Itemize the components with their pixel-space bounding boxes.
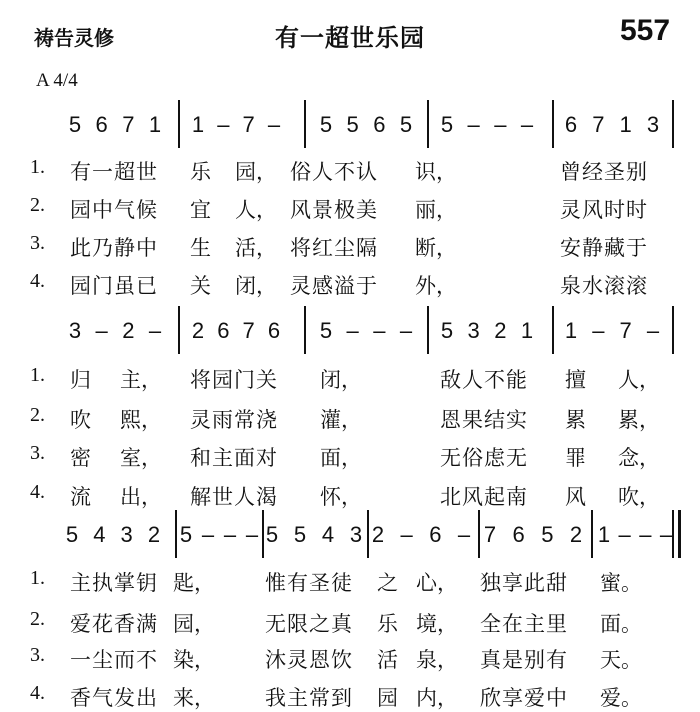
verse-number: 3.	[30, 232, 45, 254]
lyric-syllable: 真是别有	[480, 648, 568, 672]
lyric-syllable: 归	[70, 368, 91, 392]
lyric-syllable: 闭，	[235, 274, 277, 298]
lyric-syllable: 全在主里	[480, 612, 568, 636]
note: –	[399, 318, 413, 343]
lyric-syllable: 园中气候	[70, 198, 158, 222]
note: 2	[147, 522, 161, 547]
verse-number: 1.	[30, 567, 45, 589]
note: 2	[494, 318, 507, 343]
lyric-syllable: 园门虽已	[70, 274, 158, 298]
lyric-syllable: 生	[190, 236, 211, 260]
lyric-syllable: 乐	[190, 160, 211, 184]
lyric-syllable: 一尘而不	[70, 648, 158, 672]
lyric-syllable: 累，	[618, 408, 660, 432]
lyric-syllable: 识，	[415, 160, 457, 184]
lyric-syllable: 泉水滚滚	[560, 274, 648, 298]
note: 6	[373, 112, 386, 137]
hymn-number: 557	[620, 14, 671, 47]
lyric-syllable: 灵感溢于	[290, 274, 378, 298]
note: 1	[148, 112, 162, 137]
note: 5	[68, 112, 82, 137]
bar-line	[552, 306, 554, 354]
hymn-category: 祷告灵修	[34, 26, 114, 50]
lyric-syllable: 丽，	[415, 198, 457, 222]
bar-line	[427, 306, 429, 354]
lyric-syllable: 人，	[618, 368, 660, 392]
note: –	[400, 522, 413, 547]
lyric-syllable: 欣享爱中	[480, 686, 568, 710]
note: 5	[65, 522, 79, 547]
lyric-syllable: 安静藏于	[560, 236, 648, 260]
note: 3	[68, 318, 82, 343]
note: –	[618, 522, 631, 547]
bar-line	[178, 100, 180, 148]
note: 3	[467, 318, 480, 343]
lyric-syllable: 敌人不能	[440, 368, 528, 392]
lyric-syllable: 念，	[618, 446, 660, 470]
note: 5	[541, 522, 554, 547]
note: 4	[321, 522, 335, 547]
note: 1	[597, 522, 611, 547]
lyric-syllable: 将园门关	[190, 368, 278, 392]
lyric-syllable: 之	[377, 571, 398, 595]
note: 2	[569, 522, 583, 547]
note: –	[646, 318, 660, 343]
note: –	[659, 522, 673, 547]
note: 4	[93, 522, 106, 547]
key-time-signature: A 4/4	[36, 70, 78, 91]
note: –	[95, 318, 108, 343]
note: 1	[564, 318, 578, 343]
lyric-syllable: 沐灵恩饮	[265, 648, 353, 672]
lyric-syllable: 断，	[415, 236, 457, 260]
lyric-syllable: 泉，	[416, 648, 458, 672]
lyric-syllable: 匙，	[173, 571, 215, 595]
note: 2	[122, 318, 135, 343]
note: 5	[346, 112, 359, 137]
note: –	[457, 522, 471, 547]
note: –	[201, 522, 215, 547]
lyric-syllable: 香气发出	[70, 686, 158, 710]
lyric-syllable: 灌，	[320, 408, 362, 432]
lyric-syllable: 无俗虑无	[440, 446, 528, 470]
note: 7	[483, 522, 497, 547]
lyric-syllable: 惟有圣徒	[265, 571, 353, 595]
lyric-syllable: 累	[565, 408, 586, 432]
lyric-syllable: 风	[565, 485, 586, 509]
note: 1	[619, 112, 632, 137]
note: 5	[440, 112, 454, 137]
note: –	[245, 522, 259, 547]
verse-number: 1.	[30, 364, 45, 386]
verse-number: 2.	[30, 194, 45, 216]
verse-number: 3.	[30, 442, 45, 464]
lyric-syllable: 内，	[416, 686, 458, 710]
lyric-syllable: 风景极美	[290, 198, 378, 222]
lyric-syllable: 曾经圣别	[560, 160, 648, 184]
lyric-syllable: 来，	[173, 686, 215, 710]
lyric-syllable: 主执掌钥	[70, 571, 158, 595]
verse-number: 2.	[30, 608, 45, 630]
verse-number: 1.	[30, 156, 45, 178]
lyric-syllable: 将红尘隔	[290, 236, 378, 260]
note: 3	[349, 522, 363, 547]
note: 6	[217, 318, 230, 343]
lyric-syllable: 活，	[235, 236, 277, 260]
note: 5	[293, 522, 307, 547]
lyric-syllable: 独享此甜	[480, 571, 568, 595]
lyric-syllable: 吹	[70, 408, 91, 432]
bar-line	[178, 306, 180, 354]
bar-line	[678, 510, 681, 558]
lyric-syllable: 擅	[565, 368, 586, 392]
lyric-syllable: 有一超世	[70, 160, 158, 184]
note: 3	[120, 522, 133, 547]
lyric-syllable: 我主常到	[265, 686, 353, 710]
bar-line	[427, 100, 429, 148]
note: 1	[191, 112, 205, 137]
lyric-syllable: 灵雨常浇	[190, 408, 278, 432]
lyric-syllable: 宜	[190, 198, 211, 222]
note: 2	[371, 522, 385, 547]
lyric-syllable: 园	[377, 686, 398, 710]
note: 5	[399, 112, 413, 137]
note: –	[346, 318, 359, 343]
note: –	[223, 522, 237, 547]
lyric-syllable: 蜜。	[600, 571, 642, 595]
lyric-syllable: 灵风时时	[560, 198, 648, 222]
lyric-syllable: 面，	[320, 446, 362, 470]
note: –	[217, 112, 230, 137]
lyric-syllable: 染，	[173, 648, 215, 672]
lyric-syllable: 熙，	[120, 408, 162, 432]
note: –	[520, 112, 534, 137]
note: –	[467, 112, 480, 137]
note: –	[373, 318, 386, 343]
lyric-syllable: 面。	[600, 612, 642, 636]
lyric-syllable: 主，	[120, 368, 162, 392]
lyric-syllable: 出，	[120, 485, 162, 509]
lyric-syllable: 无限之真	[265, 612, 353, 636]
lyric-syllable: 俗人不认	[290, 160, 378, 184]
lyric-syllable: 天。	[600, 648, 642, 672]
bar-line	[591, 510, 593, 558]
bar-line	[552, 100, 554, 148]
lyric-syllable: 活	[377, 648, 398, 672]
note: 3	[646, 112, 660, 137]
lyric-syllable: 外，	[415, 274, 457, 298]
note: 6	[429, 522, 442, 547]
verse-number: 3.	[30, 644, 45, 666]
lyric-syllable: 乐	[377, 612, 398, 636]
lyric-syllable: 罪	[565, 446, 586, 470]
note: 7	[242, 318, 255, 343]
note: –	[148, 318, 162, 343]
lyric-syllable: 爱花香满	[70, 612, 158, 636]
note: 7	[619, 318, 632, 343]
note: 5	[319, 318, 333, 343]
lyric-syllable: 和主面对	[190, 446, 278, 470]
lyric-syllable: 人，	[235, 198, 277, 222]
lyric-syllable: 北风起南	[440, 485, 528, 509]
note: 7	[592, 112, 605, 137]
verse-number: 4.	[30, 682, 45, 704]
note: 6	[564, 112, 578, 137]
note: –	[267, 112, 281, 137]
lyric-syllable: 怀，	[320, 485, 362, 509]
lyric-syllable: 园，	[235, 160, 277, 184]
lyric-syllable: 此乃静中	[70, 236, 158, 260]
bar-line	[672, 100, 674, 148]
lyric-syllable: 密	[70, 446, 91, 470]
note: 7	[122, 112, 135, 137]
note: 5	[319, 112, 333, 137]
hymn-title: 有一超世乐园	[275, 24, 425, 52]
note: 6	[95, 112, 108, 137]
lyric-syllable: 心，	[416, 571, 458, 595]
lyric-syllable: 爱。	[600, 686, 642, 710]
note: 5	[265, 522, 279, 547]
note: –	[639, 522, 652, 547]
note: 6	[512, 522, 525, 547]
note: 5	[179, 522, 193, 547]
verse-number: 4.	[30, 270, 45, 292]
bar-line	[304, 100, 306, 148]
note: 2	[191, 318, 205, 343]
lyric-syllable: 境，	[416, 612, 458, 636]
lyric-syllable: 流	[70, 485, 91, 509]
note: 5	[440, 318, 454, 343]
verse-number: 2.	[30, 404, 45, 426]
lyric-syllable: 关	[190, 274, 211, 298]
verse-number: 4.	[30, 481, 45, 503]
lyric-syllable: 闭，	[320, 368, 362, 392]
lyric-syllable: 解世人渴	[190, 485, 278, 509]
note: –	[592, 318, 605, 343]
note: –	[494, 112, 507, 137]
lyric-syllable: 恩果结实	[440, 408, 528, 432]
bar-line	[672, 306, 674, 354]
note: 6	[267, 318, 281, 343]
bar-line	[304, 306, 306, 354]
lyric-syllable: 吹，	[618, 485, 660, 509]
lyric-syllable: 室，	[120, 446, 162, 470]
note: 1	[520, 318, 534, 343]
lyric-syllable: 园，	[173, 612, 215, 636]
note: 7	[242, 112, 255, 137]
